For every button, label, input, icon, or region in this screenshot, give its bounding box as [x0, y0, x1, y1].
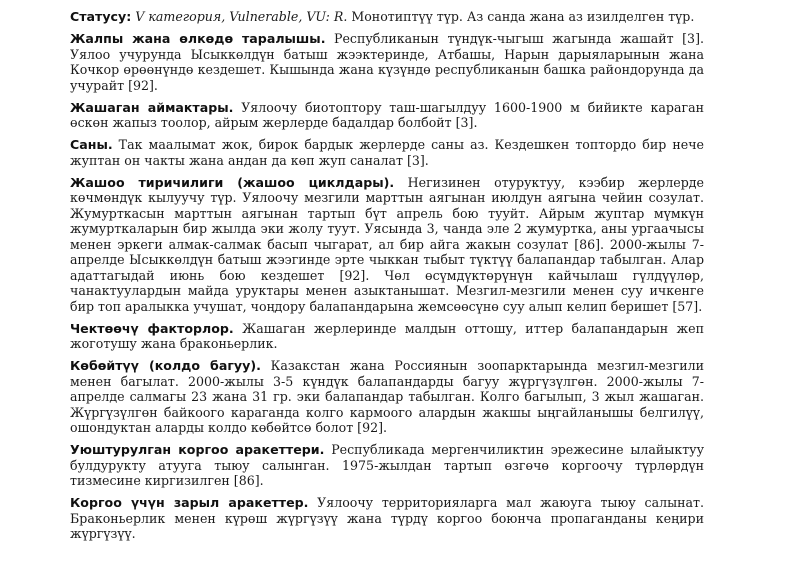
status-text: Монотиптүү түр. Аз санда жана аз изилделген түр.: [347, 9, 695, 24]
lifecycle-paragraph: [70, 175, 704, 315]
protection-heading: Уюштурулган коргоо аракеттери.: [70, 442, 325, 457]
protection-paragraph: [70, 442, 704, 489]
breeding-heading: Көбөйтүү (колдо багуу).: [70, 358, 261, 373]
status-heading: Статусу:: [70, 9, 132, 24]
lifecycle-text: Негизинен отуруктуу, кээбир жерлерде көчмөндүк кылуучу түр. Уялоочу мезгили марттын аягынан июлдун аягына чейин созулат. Жумурткасын марттын аягынан тартып бүт апрель бою тууйт. Айрым жуптар мүмкүн жумурткаларын бир жылда эки жолу туут. Уясында 3, чанда эле 2 жумуртка, аны ургаачысы менен эркеги алмак-салмак басып чыгарат, ал бир айга жакын созулат [86]. 2000-жылы 7-апрелде Ысыккөлдүн батыш жээгинде эрте чыккан тыбыт түктүү балапандар табылган. Алар адаттагыдай июнь бою кездешет [92]. Чөл өсүмдүктөрүнүн кайчылаш гүлдүүлөр, чанактуулардын майда уруктары менен азыктанышат. Мезгил-мезгили менен суу ичкенге бир топ аралыкка учушат, чоңдору балапандарына жемсөөсүнө суу алып келип беришет [57].: [70, 174, 705, 314]
measures-text: Уялоочу территорияларга мал жаюуга тыюу салынат. Браконьерлик менен күрөш жүргүзүү жана түрдү коргоо боюнча пропаганданы кеңири жүргүзүү.: [70, 495, 704, 541]
threats-text: Жашаган жерлеринде малдын оттошу, иттер балапандарын жеп жоготушу жана браконьерлик.: [70, 320, 704, 351]
habitat-heading: Жашаган аймактары.: [70, 99, 234, 115]
numbers-text: Так маалымат жок, бирок бардык жерлерде саны аз. Кездешкен топтордо бир нече жуптан он чакты жана андан да көп жуп саналат [3].: [70, 137, 704, 168]
distribution-paragraph: [70, 31, 704, 93]
habitat-paragraph: [70, 100, 704, 131]
numbers-heading: Саны.: [70, 137, 113, 152]
breeding-paragraph: [70, 358, 704, 436]
distribution-heading: Жалпы жана өлкөдө таралышы.: [70, 31, 326, 46]
habitat-text: Уялоочу биотоптору таш-шагылдуу 1600-1900 м бийикте караган өскөн жапыз тоолор, айрым жерлерде бадалдар болбойт [3].: [70, 99, 704, 130]
status-category: V категория, Vulnerable, VU: R.: [135, 9, 348, 24]
measures-heading: Коргоо үчүн зарыл аракеттер.: [70, 495, 309, 510]
threats-heading: Чектөөчү факторлор.: [70, 320, 234, 336]
breeding-text: Казакстан жана Россиянын зоопарктарында мезгил-мезгили менен багылат. 2000-жылы 3-5 күндүк балапандарды багуу жүргүзүлгөн. 2000-жылы 7-апрелде салмагы 23 жана 31 гр. эки балапандар табылган. Колго багылып, 3 жыл жашаган. Жүргүзүлгөн байкоого караганда колго кармоого алардын жакшы ыңгайланышы белгилүү, ошондуктан аларды колдо көбөйтсө болот [92].: [70, 358, 705, 435]
threats-paragraph: [70, 321, 704, 352]
measures-paragraph: [70, 495, 704, 542]
protection-text: Республикада мергенчиликтин эрежесине ылайыктуу булдурукту атууга тыюу салынган. 1975-жылдан тартып өзгөчө коргоочу түрлөрдүн тизмесине киргизилген [86].: [70, 442, 704, 488]
distribution-text: Республиканын түндүк-чыгыш жагында жашайт [3]. Уялоо учурунда Ысыккөлдүн батыш жээктеринде, Атбашы, Нарын дарыяларынын жана Кочкор өрөөнүндө кездешет. Кышында жана күзүндө республиканын башка райондорунда да учурайт [92].: [70, 31, 704, 93]
status-paragraph: [70, 9, 704, 25]
lifecycle-heading: Жашоо тиричилиги (жашоо циклдары).: [70, 174, 395, 190]
numbers-paragraph: [70, 137, 704, 168]
